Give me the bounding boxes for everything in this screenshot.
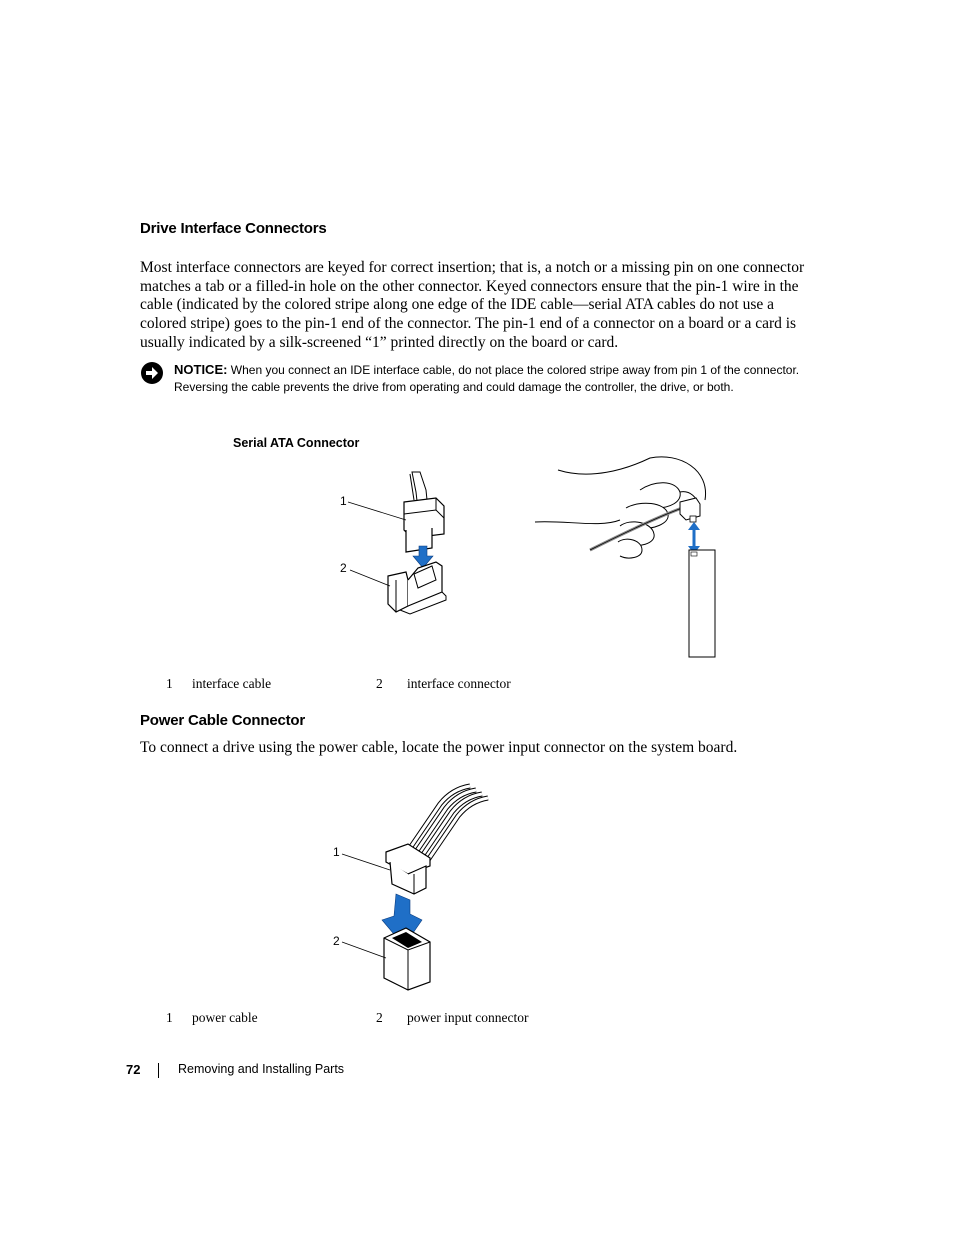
notice-text bbox=[174, 361, 814, 397]
callout-1-power-cable: 1 bbox=[333, 845, 340, 859]
drive-interface-paragraph: Most interface connectors are keyed for correct insertion; that is, a notch or a missing pin on one connector matches a tab or a filled-in hole on the other connector. Keyed connectors ensure that the pin-1 wire in the cable (indicated by the colored stripe along one edge of the IDE cable—serial ATA cables do not use a colored stripe) goes to the pin-1 end of the connector. The pin-1 end of a connector on a board or a card is usually indicated by a silk-screened “1” printed directly on the board or card. bbox=[140, 259, 805, 351]
notice-body: When you connect an IDE interface cable, do not place the colored stripe away from pin 1 of the connector. Reversing the cable prevents the drive from operating and could damage the controller, the drive, or both. bbox=[174, 363, 800, 395]
footer-section-title: Removing and Installing Parts bbox=[178, 1062, 345, 1076]
legend-label-power-cable: power cable bbox=[192, 1010, 258, 1025]
callout-2-interface-connector: 2 bbox=[340, 561, 347, 575]
notice-label: NOTICE: bbox=[174, 362, 228, 377]
legend-num-1: 1 bbox=[166, 1010, 173, 1025]
serial-ata-connector-illustration bbox=[340, 470, 470, 620]
power-cable-paragraph: To connect a drive using the power cable, locate the power input connector on the system board. bbox=[140, 739, 738, 756]
section-heading-power-cable: Power Cable Connector bbox=[140, 712, 305, 729]
legend-num-2: 2 bbox=[376, 676, 383, 691]
callout-1-interface-cable: 1 bbox=[340, 494, 347, 508]
section-heading-drive-interface: Drive Interface Connectors bbox=[140, 220, 327, 237]
power-cable-connector-illustration bbox=[330, 782, 500, 992]
legend-num-2: 2 bbox=[376, 1010, 383, 1025]
legend-label-power-input-connector: power input connector bbox=[407, 1010, 529, 1025]
callout-2-power-input-connector: 2 bbox=[333, 934, 340, 948]
legend-label-interface-cable: interface cable bbox=[192, 676, 272, 691]
notice-arrow-icon bbox=[140, 361, 164, 385]
legend-num-1: 1 bbox=[166, 676, 173, 691]
figure-title-serial-ata: Serial ATA Connector bbox=[233, 436, 360, 450]
page-number: 72 bbox=[126, 1062, 141, 1077]
hand-inserting-cable-illustration bbox=[530, 450, 730, 662]
legend-label-interface-connector: interface connector bbox=[407, 676, 511, 691]
footer-separator bbox=[158, 1063, 159, 1078]
